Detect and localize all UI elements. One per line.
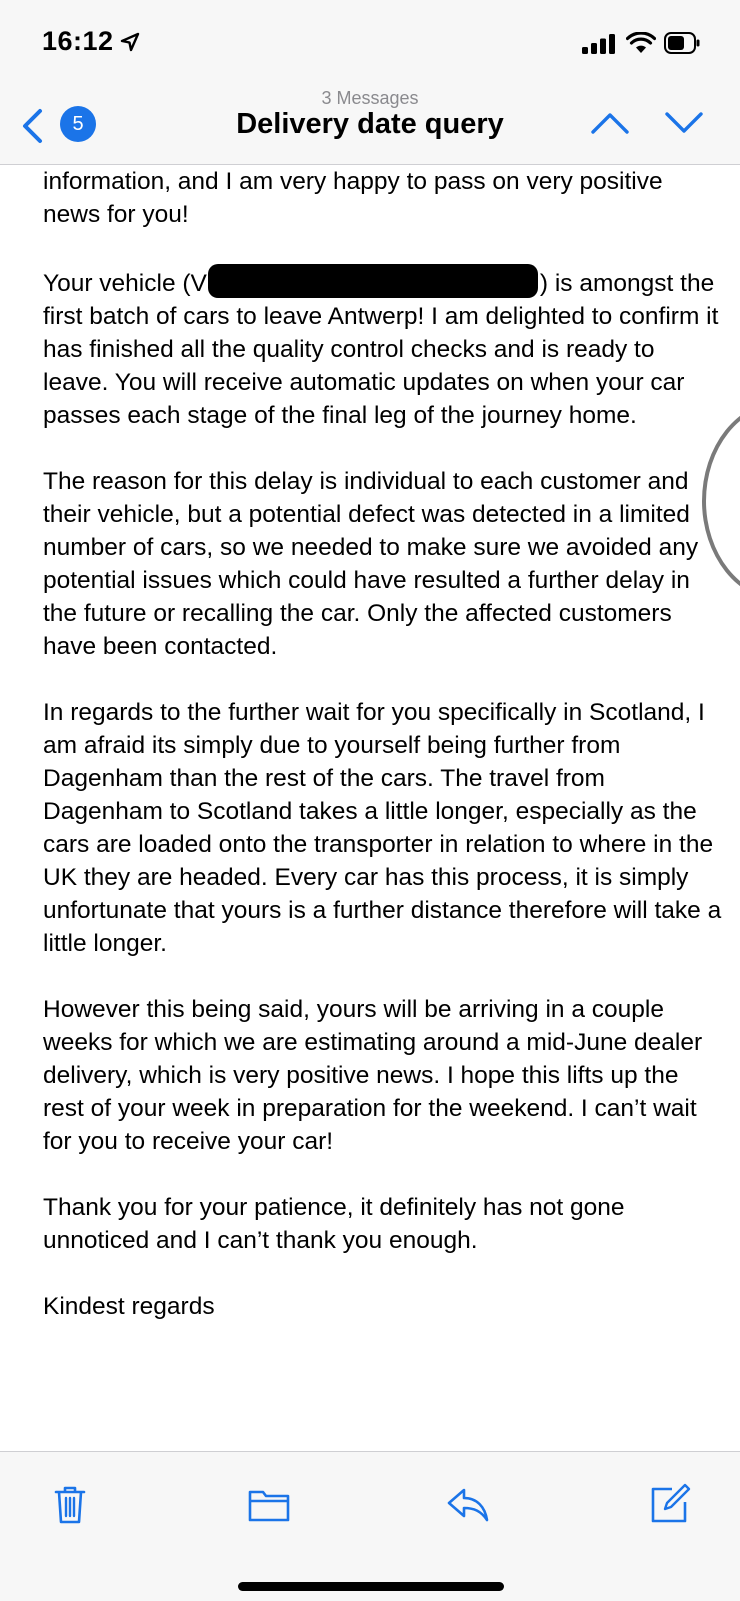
cellular-signal-icon <box>582 34 616 59</box>
compose-icon[interactable] <box>648 1482 692 1526</box>
status-time: 16:12 <box>42 26 114 56</box>
message-paragraph: Kindest regards <box>43 1293 215 1320</box>
message-paragraph: Thank you for your patience, it definitely has not gone unnoticed and I can’t thank you enough. <box>43 1194 625 1254</box>
message-text-fragment: Your vehicle (V <box>43 270 207 297</box>
unread-count-badge: 5 <box>60 106 96 142</box>
wifi-icon <box>626 32 656 59</box>
message-body[interactable] <box>0 165 740 1451</box>
reply-icon[interactable] <box>446 1482 490 1526</box>
chevron-left-icon <box>20 108 44 149</box>
chevron-down-icon[interactable] <box>664 110 704 141</box>
message-paragraph: information, and I am very happy to pass on very positive news for you! <box>43 168 663 228</box>
message-text-fragment: ) is amongst the first batch of cars to leave Antwerp! I am delighted to confirm it has finished all the quality control checks and is ready to leave. You will receive automatic updates on when your car passes each stage of the final leg of the journey home. <box>43 270 719 429</box>
message-paragraph: However this being said, yours will be arriving in a couple weeks for which we are estimating around a mid-June dealer delivery, which is very positive news. I hope this lifts up the rest of your week in preparation for the weekend. I can’t wait for you to receive your car! <box>43 996 703 1155</box>
battery-icon <box>664 32 700 59</box>
nav-header <box>0 88 740 165</box>
redaction-block <box>208 264 538 298</box>
message-text <box>43 165 723 1356</box>
status-bar <box>0 0 740 88</box>
location-arrow-icon <box>120 32 140 57</box>
home-indicator <box>238 1582 504 1591</box>
message-paragraph: In regards to the further wait for you specifically in Scotland, I am afraid its simply due to yourself being further from Dagenham than the rest of the cars. The travel from Dagenham to Scotland takes a little longer, especially as the cars are loaded onto the transporter in relation to where in the UK they are headed. Every car has this process, it is simply unfortunate that yours is a further distance therefore will take a little longer. <box>43 699 722 957</box>
header-title: Delivery date query <box>236 108 504 140</box>
back-button[interactable] <box>18 104 108 148</box>
message-paragraph: The reason for this delay is individual to each customer and their vehicle, but a potential defect was detected in a limited number of cars, so we needed to make sure we avoided any potential issues which could have resulted a further delay in the future or recalling the car. Only the affected customers have been contacted. <box>43 468 699 660</box>
header-subtitle: 3 Messages <box>321 88 419 108</box>
trash-icon[interactable] <box>48 1482 92 1526</box>
folder-icon[interactable] <box>247 1482 291 1526</box>
bottom-toolbar <box>0 1451 740 1601</box>
message-paragraph <box>43 264 723 432</box>
chevron-up-icon[interactable] <box>590 110 630 141</box>
